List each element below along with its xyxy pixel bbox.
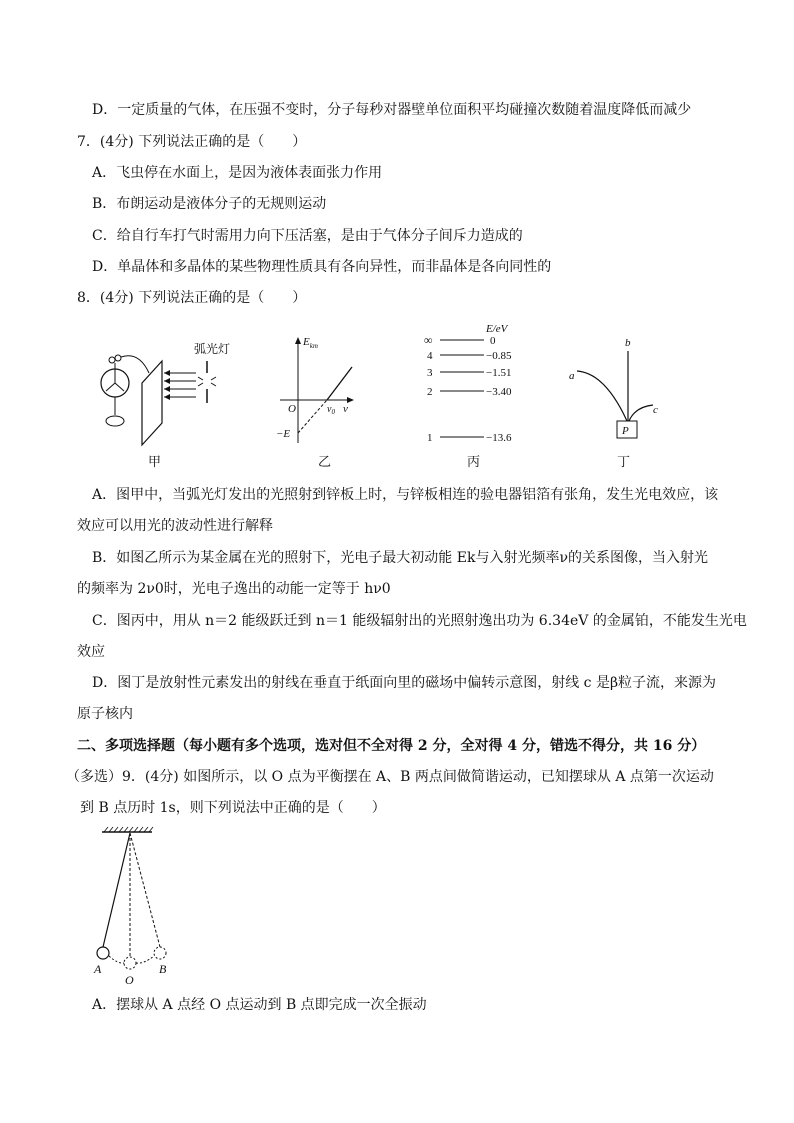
section-2-heading: 二、多项选择题（每小题有多个选项，选对但不全对得 2 分，全对得 4 分，错选不得分，共 16 分） [77,738,706,754]
q8-option-b-line1: B．如图乙所示为某金属在光的照射下，光电子最大初动能 Ek与入射光频率ν的关系图像，当入射光 [92,550,708,566]
level-4 [427,350,512,362]
ding-b: b [625,337,631,349]
q8-option-d-line1: D．图丁是放射性元素发出的射线在垂直于纸面向里的磁场中偏转示意图，射线 c 是β粒子流，来源为 [92,675,717,691]
svg-text:−0.85: −0.85 [486,350,512,362]
svg-text:−13.6: −13.6 [486,432,512,444]
caption-jia: 甲 [148,454,162,469]
q6-option-d: D．一定质量的气体，在压强不变时，分子每秒对器壁单位面积平均碰撞次数随着温度降低而减少 [92,102,692,118]
yi-ylabel: E [303,336,310,348]
yi-v0-sub: 0 [331,408,335,416]
q7-option-c: C．给自行车打气时需用力向下压活塞，是由于气体分子间斥力造成的 [92,228,523,244]
svg-text:1: 1 [427,432,433,444]
yi-origin: O [288,403,296,415]
pendulum-B: B [159,962,167,976]
yi-xlabel: ν [343,403,348,415]
yi-negE: −E [276,428,291,440]
level-3 [427,367,511,379]
q9-option-a: A．摆球从 A 点经 O 点运动到 B 点即完成一次全振动 [92,997,427,1013]
figure-ding [565,333,675,477]
lamp-label: 弧光灯 [194,342,231,356]
svg-text:Ekm [302,336,318,350]
q8-stem: 8．(4分) 下列说法正确的是（ ） [77,290,307,306]
figure-jia [94,333,244,477]
figure-yi [270,333,360,477]
q8-option-d-line2: 原子核内 [77,706,133,722]
q9-stem-line2: 到 B 点历时 1s，则下列说法中正确的是（ ） [80,800,386,816]
svg-text:−3.40: −3.40 [486,386,512,398]
yi-ylabel-sub: km [309,342,318,350]
q7-option-b: B．布朗运动是液体分子的无规则运动 [92,196,327,212]
figure-pendulum [88,826,188,995]
svg-text:0: 0 [490,335,496,347]
pendulum-A: A [94,962,102,976]
q7-stem: 7．(4分) 下列说法正确的是（ ） [77,134,307,150]
ding-a: a [569,370,575,382]
level-inf [424,333,496,347]
ding-P: P [622,425,629,437]
svg-text:2: 2 [427,386,433,398]
q7-option-a: A．飞虫停在水面上，是因为液体表面张力作用 [92,165,383,181]
q8-option-a-line2: 效应可以用光的波动性进行解释 [77,518,273,534]
q8-option-c-line2: 效应 [77,644,105,660]
caption-ding: 丁 [617,454,631,469]
svg-text:∞: ∞ [424,333,433,347]
caption-bing: 丙 [467,454,481,469]
svg-text:3: 3 [427,367,433,379]
q9-stem-line1: （多选）9．(4分) 如图所示，以 O 点为平衡摆在 A、B 两点间做简谐运动，已知摆球从 A 点第一次运动 [66,769,714,785]
caption-yi: 乙 [318,454,332,469]
svg-text:−1.51: −1.51 [486,367,512,379]
q7-option-d: D．单晶体和多晶体的某些物理性质具有各向异性，而非晶体是各向同性的 [92,259,552,275]
figure-bing [420,318,540,477]
svg-text:4: 4 [427,350,433,362]
q8-option-b-line2: 的频率为 2ν0时，光电子逸出的动能一定等于 hν0 [77,581,391,597]
q8-option-c-line1: C．图丙中，用从 n＝2 能级跃迁到 n＝1 能级辐射出的光照射逸出功为 6.34eV 的金属铂，不能发生光电 [92,613,747,629]
pendulum-O: O [125,973,134,987]
level-1 [427,432,512,444]
q8-option-a-line1: A．图甲中，当弧光灯发出的光照射到锌板上时，与锌板相连的验电器铝箔有张角，发生光电效应，该 [92,487,719,503]
bing-axis-label: E/eV [486,323,508,335]
svg-text:ν0 [327,404,335,416]
level-2 [427,386,512,398]
ding-c: c [653,404,658,416]
yi-v0: ν [327,404,332,415]
